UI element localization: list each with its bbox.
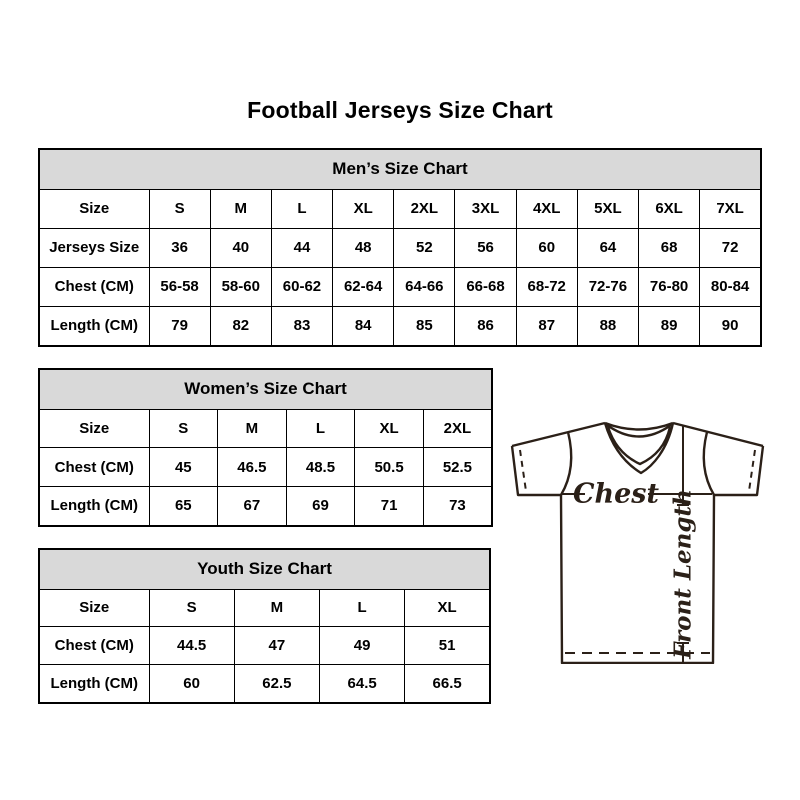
row-label: Length (CM) [39,306,149,346]
value-cell: 48 [333,228,394,267]
mens-size-chart [38,148,762,347]
value-cell: 36 [149,228,210,267]
value-cell: 88 [577,306,638,346]
value-cell: 66-68 [455,267,516,306]
value-cell: 62.5 [234,664,319,703]
youth-size-chart [38,548,491,704]
value-cell: 51 [405,627,490,665]
row-label: Chest (CM) [39,267,149,306]
row-label: Chest (CM) [39,448,149,487]
value-cell: 6XL [639,189,700,228]
value-cell: 64 [577,228,638,267]
table-row [39,267,761,306]
value-cell: 71 [355,486,424,526]
value-cell: 76-80 [639,267,700,306]
front-length-label: Front Length [669,489,697,659]
value-cell: 60 [516,228,577,267]
value-cell: 73 [423,486,492,526]
jersey-sleeve-right [714,446,763,495]
value-cell: 69 [286,486,355,526]
value-cell: 72-76 [577,267,638,306]
jersey-sleeve-seam-right [749,450,755,491]
table-title: Youth Size Chart [39,549,490,589]
value-cell: 84 [333,306,394,346]
value-cell: 48.5 [286,448,355,487]
value-cell: L [286,409,355,448]
jersey-shoulder-left [512,423,605,446]
table-row [39,189,761,228]
value-cell: 62-64 [333,267,394,306]
value-cell: 87 [516,306,577,346]
table-row [39,589,490,627]
value-cell: 3XL [455,189,516,228]
row-label: Size [39,409,149,448]
value-cell: S [149,189,210,228]
value-cell: 52.5 [423,448,492,487]
value-cell: 72 [700,228,761,267]
row-label: Size [39,189,149,228]
value-cell: 50.5 [355,448,424,487]
womens-size-chart-table [38,368,493,527]
row-label: Length (CM) [39,486,149,526]
table-title: Women’s Size Chart [39,369,492,409]
value-cell: 80-84 [700,267,761,306]
value-cell: 58-60 [210,267,271,306]
value-cell: 2XL [394,189,455,228]
value-cell: M [210,189,271,228]
table-row [39,409,492,448]
value-cell: S [149,409,218,448]
value-cell: XL [333,189,394,228]
value-cell: 66.5 [405,664,490,703]
value-cell: 60 [149,664,234,703]
womens-size-chart [38,368,493,527]
table-row [39,228,761,267]
table-row [39,306,761,346]
row-label: Jerseys Size [39,228,149,267]
value-cell: 44 [271,228,332,267]
mens-size-chart-table [38,148,762,347]
value-cell: 7XL [700,189,761,228]
value-cell: 46.5 [218,448,287,487]
table-row [39,486,492,526]
value-cell: 67 [218,486,287,526]
value-cell: XL [405,589,490,627]
value-cell: 44.5 [149,627,234,665]
value-cell: S [149,589,234,627]
chest-label: Chest [573,478,659,510]
value-cell: 83 [271,306,332,346]
jersey-armhole-left [561,432,571,495]
table-row [39,627,490,665]
value-cell: 65 [149,486,218,526]
value-cell: 5XL [577,189,638,228]
table-title: Men’s Size Chart [39,149,761,189]
jersey-sleeve-seam-left [520,450,526,491]
value-cell: M [234,589,319,627]
value-cell: 47 [234,627,319,665]
row-label: Chest (CM) [39,627,149,665]
row-label: Length (CM) [39,664,149,703]
value-cell: 40 [210,228,271,267]
youth-size-chart-table [38,548,491,704]
value-cell: 64.5 [320,664,405,703]
value-cell: L [271,189,332,228]
value-cell: 64-66 [394,267,455,306]
jersey-collar [605,423,673,473]
value-cell: 79 [149,306,210,346]
table-row [39,664,490,703]
jersey-armhole-right [704,432,714,495]
value-cell: 60-62 [271,267,332,306]
value-cell: 2XL [423,409,492,448]
value-cell: 4XL [516,189,577,228]
value-cell: M [218,409,287,448]
value-cell: XL [355,409,424,448]
value-cell: 85 [394,306,455,346]
value-cell: 56-58 [149,267,210,306]
value-cell: 52 [394,228,455,267]
jersey-sleeve-left [512,446,561,495]
value-cell: 56 [455,228,516,267]
value-cell: 82 [210,306,271,346]
value-cell: 49 [320,627,405,665]
value-cell: 86 [455,306,516,346]
value-cell: 45 [149,448,218,487]
value-cell: L [320,589,405,627]
row-label: Size [39,589,149,627]
jersey-measurement-diagram [505,412,767,664]
table-row [39,448,492,487]
jersey-shoulder-right [673,423,763,446]
page-title: Football Jerseys Size Chart [247,97,553,123]
value-cell: 90 [700,306,761,346]
value-cell: 68 [639,228,700,267]
value-cell: 89 [639,306,700,346]
value-cell: 68-72 [516,267,577,306]
